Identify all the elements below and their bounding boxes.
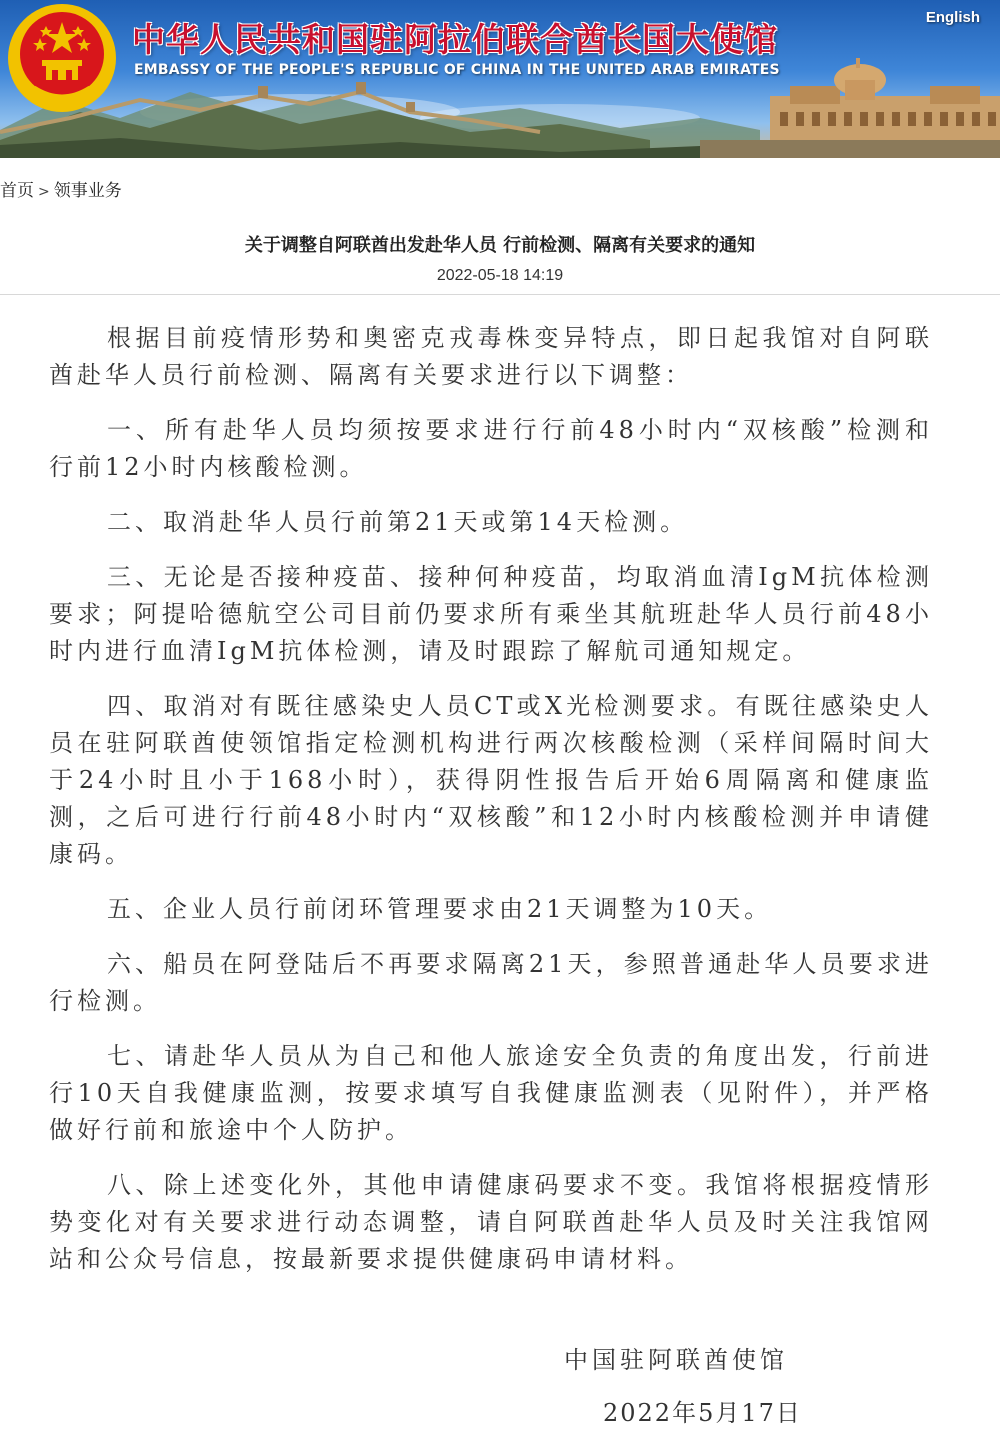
- english-language-link[interactable]: English: [925, 9, 980, 26]
- breadcrumb-home-link[interactable]: 首页: [0, 181, 34, 201]
- signature-date: 2022年5月17日: [603, 1399, 802, 1427]
- national-emblem-icon: [6, 2, 118, 114]
- breadcrumb: [0, 176, 122, 201]
- breadcrumb-separator: >: [38, 184, 50, 200]
- paragraph-item-7: 七、请赴华人员从为自己和他人旅途安全负责的角度出发，行前进行10天自我健康监测，按要求填写自我健康监测表（见附件），并严格做好行前和旅途中个人防护。: [49, 1042, 933, 1144]
- signature-organization: 中国驻阿联酋使馆: [564, 1346, 788, 1374]
- paragraph-item-5: 五、企业人员行前闭环管理要求由21天调整为10天。: [107, 895, 773, 923]
- article-body: [49, 320, 933, 1296]
- breadcrumb-consular-link[interactable]: 领事业务: [53, 181, 122, 201]
- article-title: 关于调整自阿联酋出发赴华人员 行前检测、隔离有关要求的通知: [244, 235, 756, 256]
- site-title-en: EMBASSY OF THE PEOPLE'S REPUBLIC OF CHINA IN THE UNITED ARAB EMIRATES: [134, 62, 780, 78]
- article-date: 2022-05-18 14:19: [436, 267, 564, 284]
- paragraph-item-8: 八、除上述变化外，其他申请健康码要求不变。我馆将根据疫情形势变化对有关要求进行动态调整，请自阿联酋赴华人员及时关注我馆网站和公众号信息，按最新要求提供健康码申请材料。: [49, 1171, 933, 1273]
- paragraph-intro: 根据目前疫情形势和奥密克戎毒株变异特点，即日起我馆对自阿联酋赴华人员行前检测、隔离有关要求进行以下调整：: [49, 324, 933, 389]
- paragraph-item-6: 六、船员在阿登陆后不再要求隔离21天，参照普通赴华人员要求进行检测。: [49, 950, 933, 1015]
- site-title-cn: 中华人民共和国驻阿拉伯联合酋长国大使馆: [132, 20, 778, 59]
- paragraph-item-3: 三、无论是否接种疫苗、接种何种疫苗，均取消血清IgM抗体检测要求；阿提哈德航空公司目前仍要求所有乘坐其航班赴华人员行前48小时内进行血清IgM抗体检测，请及时跟踪了解航司通知规定。: [49, 563, 933, 665]
- paragraph-item-4: 四、取消对有既往感染史人员CT或X光检测要求。有既往感染史人员在驻阿联酋使领馆指定检测机构进行两次核酸检测（采样间隔时间大于24小时且小于168小时），获得阴性报告后开始6周隔离和健康监测，之后可进行行前48小时内“双核酸”和12小时内核酸检测并申请健康码。: [49, 692, 933, 868]
- site-banner: [0, 0, 1000, 158]
- paragraph-item-2: 二、取消赴华人员行前第21天或第14天检测。: [107, 508, 689, 536]
- paragraph-item-1: 一、所有赴华人员均须按要求进行行前48小时内“双核酸”检测和行前12小时内核酸检测。: [49, 416, 933, 481]
- article-header: [0, 216, 1000, 295]
